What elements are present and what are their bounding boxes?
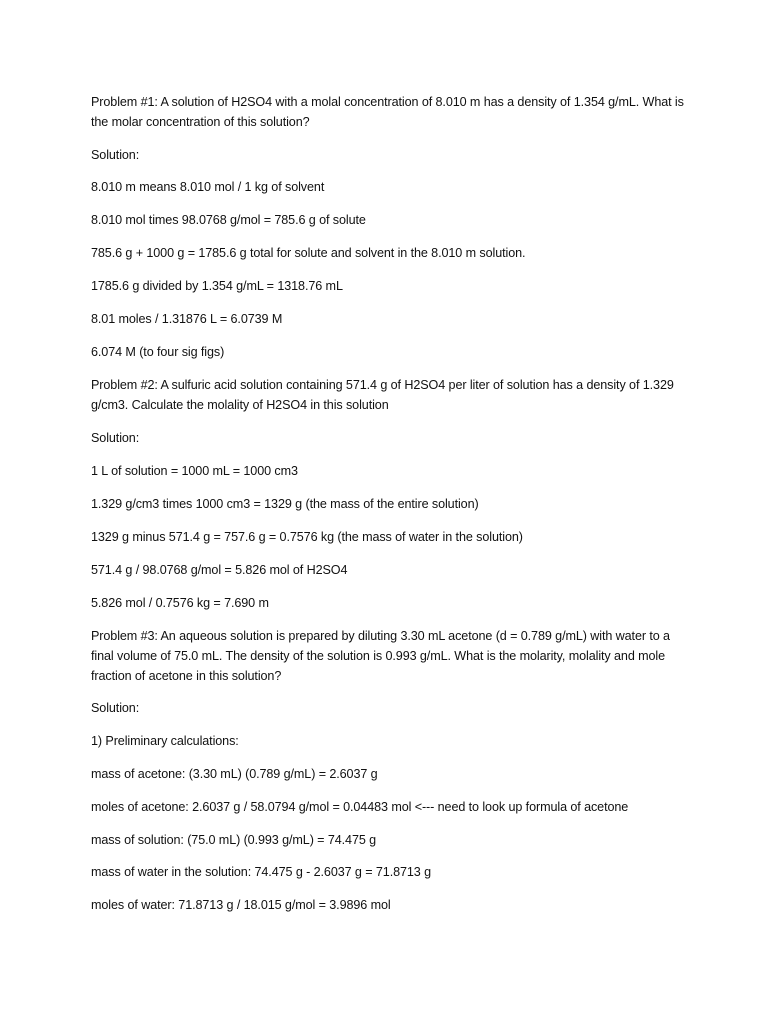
problem-1-step-3: 785.6 g + 1000 g = 1785.6 g total for solute and solvent in the 8.010 m solution. xyxy=(91,246,526,260)
problem-3-step-1: mass of acetone: (3.30 mL) (0.789 g/mL) = 2.6037 g xyxy=(91,767,378,781)
problem-3-solution-label: Solution: xyxy=(91,701,140,715)
problem-3-step-5: moles of water: 71.8713 g / 18.015 g/mol = 3.9896 mol xyxy=(91,898,391,912)
problem-3-step-3: mass of solution: (75.0 mL) (0.993 g/mL) = 74.475 g xyxy=(91,833,377,847)
problem-1-solution-label: Solution: xyxy=(91,148,140,162)
problem-3-step-2: moles of acetone: 2.6037 g / 58.0794 g/mol = 0.04483 mol <--- need to look up formula of acetone xyxy=(91,800,629,814)
problem-1-step-1: 8.010 m means 8.010 mol / 1 kg of solvent xyxy=(91,180,325,194)
problem-2-step-1: 1 L of solution = 1000 mL = 1000 cm3 xyxy=(91,464,298,478)
problem-1-step-5: 8.01 moles / 1.31876 L = 6.0739 M xyxy=(91,312,283,326)
problem-1-step-6: 6.074 M (to four sig figs) xyxy=(91,345,225,359)
problem-2-step-4: 571.4 g / 98.0768 g/mol = 5.826 mol of H2SO4 xyxy=(91,563,348,577)
problem-1-heading: Problem #1: A solution of H2SO4 with a molal concentration of 8.010 m has a density of 1.354 g/mL. What is the molar concentration of this solution? xyxy=(91,95,684,129)
problem-2-solution-label: Solution: xyxy=(91,431,140,445)
problem-2-step-3: 1329 g minus 571.4 g = 757.6 g = 0.7576 kg (the mass of water in the solution) xyxy=(91,530,523,544)
problem-1-step-4: 1785.6 g divided by 1.354 g/mL = 1318.76 mL xyxy=(91,279,343,293)
problem-2-step-2: 1.329 g/cm3 times 1000 cm3 = 1329 g (the mass of the entire solution) xyxy=(91,497,479,511)
problem-1-step-2: 8.010 mol times 98.0768 g/mol = 785.6 g of solute xyxy=(91,213,366,227)
problem-3-heading: Problem #3: An aqueous solution is prepared by diluting 3.30 mL acetone (d = 0.789 g/mL) with water to a final volume of 75.0 mL. The density of the solution is 0.993 g/mL. What is the molarity, molality and mole fraction of acetone in this solution? xyxy=(91,629,670,683)
problem-2-step-5: 5.826 mol / 0.7576 kg = 7.690 m xyxy=(91,596,269,610)
problem-3-step-4: mass of water in the solution: 74.475 g - 2.6037 g = 71.8713 g xyxy=(91,865,432,879)
problem-3-subheading: 1) Preliminary calculations: xyxy=(91,734,239,748)
problem-2-heading: Problem #2: A sulfuric acid solution containing 571.4 g of H2SO4 per liter of solution has a density of 1.329 g/cm3. Calculate the molality of H2SO4 in this solution xyxy=(91,378,674,412)
